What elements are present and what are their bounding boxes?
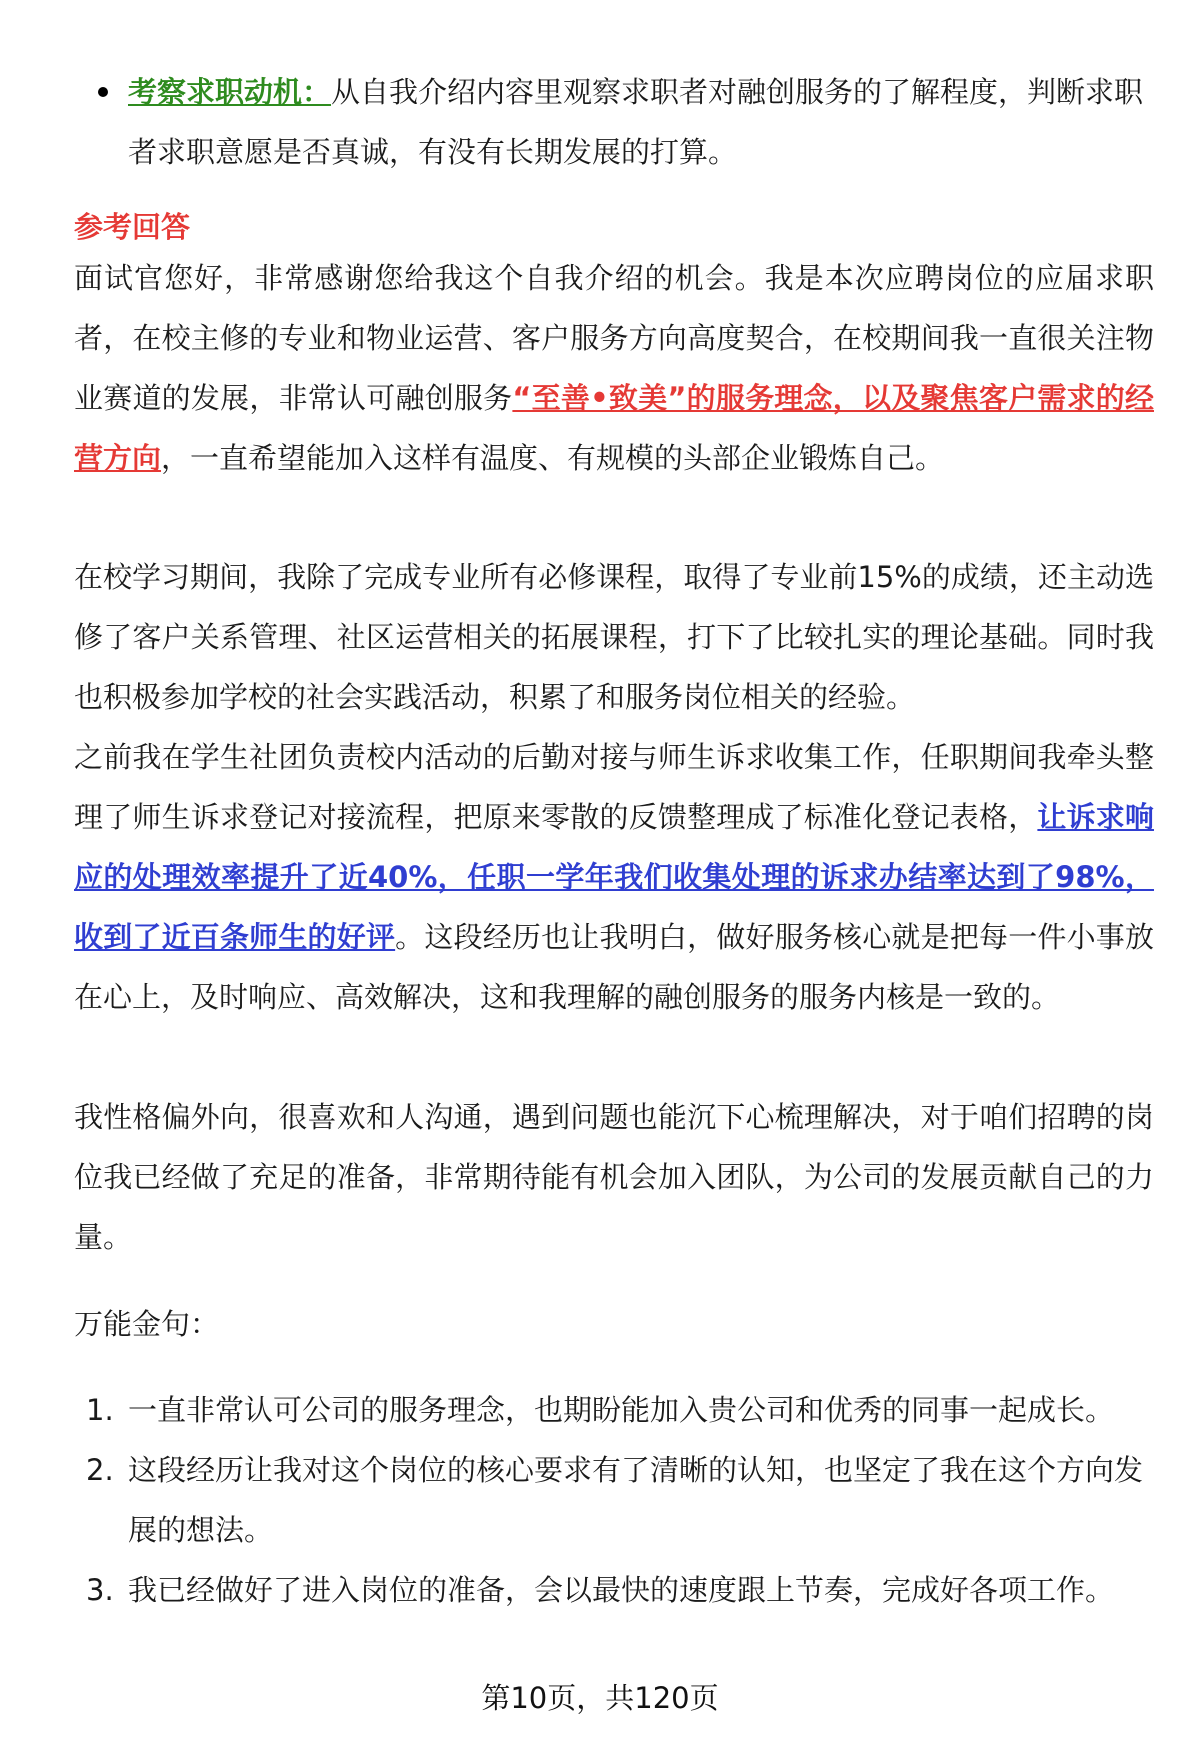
paragraph-experience: [74, 727, 1154, 1027]
bullet-item: [74, 62, 1154, 182]
list-number: 3.: [86, 1573, 114, 1607]
paragraph-experience-text: 之前我在学生社团负责校内活动的后勤对接与师生诉求收集工作，任职期间我牵头整理了师生诉求登记对接流程，把原来零散的反馈整理成了标准化登记表格，: [74, 740, 1154, 834]
list-item: [74, 1380, 1154, 1440]
paragraph-intro-highlight: “至善•致美”的服务理念，以及聚焦客户需求的经营方向: [74, 381, 1154, 475]
paragraph-intro-text: 面试官您好，非常感谢您给我这个自我介绍的机会。我是本次应聘岗位的应届求职者，在校主修的专业和物业运营、客户服务方向高度契合，在校期间我一直很关注物业赛道的发展，非常认可融创服务: [74, 261, 1154, 415]
bullet-dot-icon: [98, 87, 108, 97]
list-text: 这段经历让我对这个岗位的核心要求有了清晰的认知，也坚定了我在这个方向发展的想法。: [128, 1453, 1144, 1547]
paragraph-study: 在校学习期间，我除了完成专业所有必修课程，取得了专业前15%的成绩，还主动选修了客户关系管理、社区运营相关的拓展课程，打下了比较扎实的理论基础。同时我也积极参加学校的社会实践活动，积累了和服务岗位相关的经验。: [74, 560, 1154, 714]
list-text: 一直非常认可公司的服务理念，也期盼能加入贵公司和优秀的同事一起成长。: [128, 1393, 1115, 1427]
list-number: 2.: [86, 1453, 114, 1487]
paragraph-experience-tail: 。这段经历也让我明白，做好服务核心就是把每一件小事放在心上，及时响应、高效解决，这和我理解的融创服务的服务内核是一致的。: [74, 920, 1154, 1014]
bullet-body: 从自我介绍内容里观察求职者对融创服务的了解程度，判断求职者求职意愿是否真诚，有没有长期发展的打算。: [128, 75, 1144, 169]
paragraph-experience-highlight: 让诉求响应的处理效率提升了近40%，任职一学年我们收集处理的诉求办结率达到了98%，收到了近百条师生的好评: [74, 800, 1154, 954]
golden-list: [74, 1380, 1154, 1620]
paragraph-intro: [74, 248, 1154, 488]
section-title: 参考回答: [74, 210, 191, 244]
paragraph-intro-tail: ，一直希望能加入这样有温度、有规模的头部企业锻炼自己。: [161, 441, 945, 475]
golden-title: 万能金句：: [74, 1307, 220, 1341]
bullet-label: 考察求职动机：: [128, 75, 332, 109]
page-footer: 第10页，共120页: [481, 1681, 719, 1715]
list-number: 1.: [86, 1393, 114, 1427]
list-item: [74, 1560, 1154, 1620]
list-item: [74, 1440, 1154, 1560]
bullet-text: [74, 62, 1154, 182]
paragraph-personality: 我性格偏外向，很喜欢和人沟通，遇到问题也能沉下心梳理解决，对于咱们招聘的岗位我已经做了充足的准备，非常期待能有机会加入团队，为公司的发展贡献自己的力量。: [74, 1100, 1154, 1254]
list-text: 我已经做好了进入岗位的准备，会以最快的速度跟上节奏，完成好各项工作。: [128, 1573, 1115, 1607]
